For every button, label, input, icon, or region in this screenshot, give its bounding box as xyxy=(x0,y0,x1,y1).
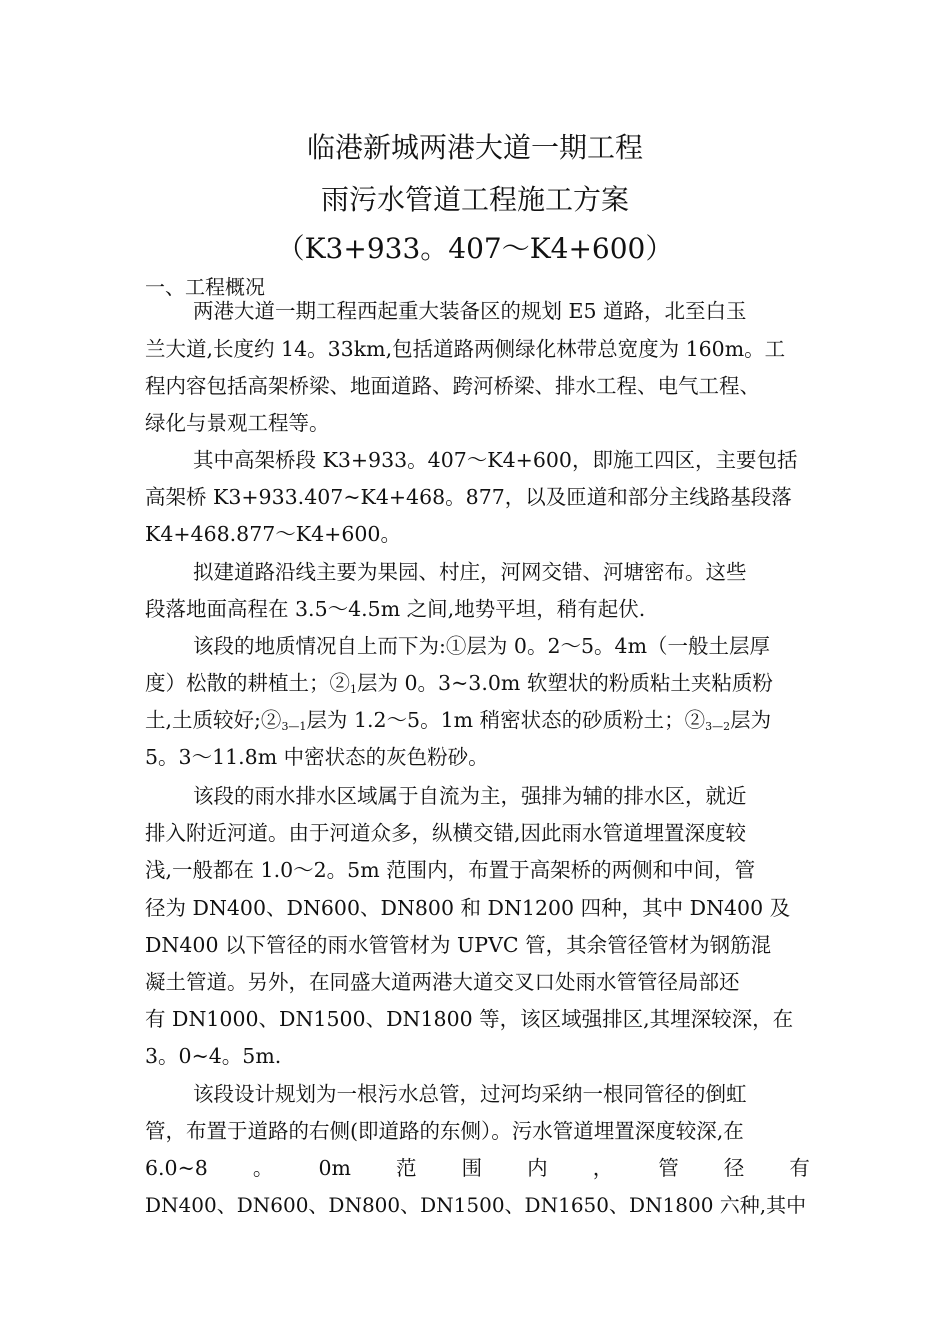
text-segment: 层为 xyxy=(730,708,772,732)
paragraph-line: 拟建道路沿线主要为果园、村庄，河网交错、河塘密布。这些 xyxy=(193,560,747,584)
paragraph-line: 该段设计规划为一根污水总管，过河均采纳一根同管径的倒虹 xyxy=(193,1082,747,1106)
paragraph-line xyxy=(145,706,810,734)
paragraph-line: 管，布置于道路的右侧(即道路的东侧）。污水管道埋置深度较深,在 xyxy=(145,1119,744,1143)
text-segment: 层为 1.2～5。1m 稍密状态的砂质粉土；② xyxy=(306,708,706,732)
paragraph-line: 程内容包括高架桥梁、地面道路、跨河桥梁、排水工程、电气工程、 xyxy=(145,374,760,398)
text-segment: 度）松散的耕植土；② xyxy=(145,671,350,695)
paragraph-line: DN400 以下管径的雨水管管材为 UPVC 管，其余管径管材为钢筋混 xyxy=(145,933,772,957)
text-segment: 土,土质较好;② xyxy=(145,708,282,732)
subscript: 3—2 xyxy=(705,720,731,733)
paragraph-line: 3。0~4。5m. xyxy=(145,1044,282,1068)
paragraph-line: 其中高架桥段 K3+933。407～K4+600，即施工四区，主要包括 xyxy=(193,448,798,472)
title-line-2: 雨污水管道工程施工方案 xyxy=(320,183,629,216)
text-segment: 层为 0。3~3.0m 软塑状的粉质粘土夹粘质粉 xyxy=(357,671,773,695)
text-token: 管 xyxy=(658,1156,679,1180)
text-token: 有 xyxy=(789,1156,810,1180)
text-token: 围 xyxy=(461,1156,483,1180)
text-token: ， xyxy=(592,1156,614,1180)
paragraph-line: 两港大道一期工程西起重大装备区的规划 E5 道路，北至白玉 xyxy=(193,299,747,323)
paragraph-line: 径为 DN400、DN600、DN800 和 DN1200 四种，其中 DN400 及 xyxy=(145,896,791,920)
subscript: 1 xyxy=(350,683,357,696)
paragraph-line xyxy=(145,669,810,697)
text-token: 0m xyxy=(318,1156,351,1180)
paragraph-line: 高架桥 K3+933.407~K4+468。877，以及匝道和部分主线路基段落 xyxy=(145,485,792,509)
subscript: 3—1 xyxy=(281,720,307,733)
paragraph-line: 绿化与景观工程等。 xyxy=(145,411,330,435)
paragraph-line: 该段的雨水排水区域属于自流为主，强排为辅的排水区，就近 xyxy=(193,784,747,808)
paragraph-line: 5。3～11.8m 中密状态的灰色粉砂。 xyxy=(145,745,489,769)
paragraph-line: 有 DN1000、DN1500、DN1800 等，该区域强排区,其埋深较深，在 xyxy=(145,1007,794,1031)
text-token: 内 xyxy=(527,1156,548,1180)
paragraph-line: 凝土管道。另外，在同盛大道两港大道交叉口处雨水管管径局部还 xyxy=(145,970,740,994)
paragraph-line-justified xyxy=(145,1154,810,1182)
title-line-3: （K3+933。407～K4+600） xyxy=(276,232,674,265)
paragraph-line: 兰大道,长度约 14。33km,包括道路两侧绿化林带总宽度为 160m。工 xyxy=(145,337,786,361)
title-line-1: 临港新城两港大道一期工程 xyxy=(306,131,643,164)
text-token: 6.0~8 xyxy=(145,1156,208,1180)
text-token: 。 xyxy=(252,1156,274,1180)
text-token: 径 xyxy=(723,1156,745,1180)
text-token: 范 xyxy=(396,1156,417,1180)
paragraph-line: 段落地面高程在 3.5～4.5m 之间,地势平坦，稍有起伏. xyxy=(145,597,646,621)
paragraph-line: 排入附近河道。由于河道众多，纵横交错,因此雨水管道埋置深度较 xyxy=(145,821,747,845)
paragraph-line: DN400、DN600、DN800、DN1500、DN1650、DN1800 六种,其中 xyxy=(145,1193,807,1217)
paragraph-line: 浅,一般都在 1.0～2。5m 范围内，布置于高架桥的两侧和中间，管 xyxy=(145,858,756,882)
paragraph-line: K4+468.877～K4+600。 xyxy=(145,522,401,546)
section-heading: 一、工程概况 xyxy=(145,275,265,299)
paragraph-line: 该段的地质情况自上而下为:①层为 0。2～5。4m（一般土层厚 xyxy=(193,634,771,658)
